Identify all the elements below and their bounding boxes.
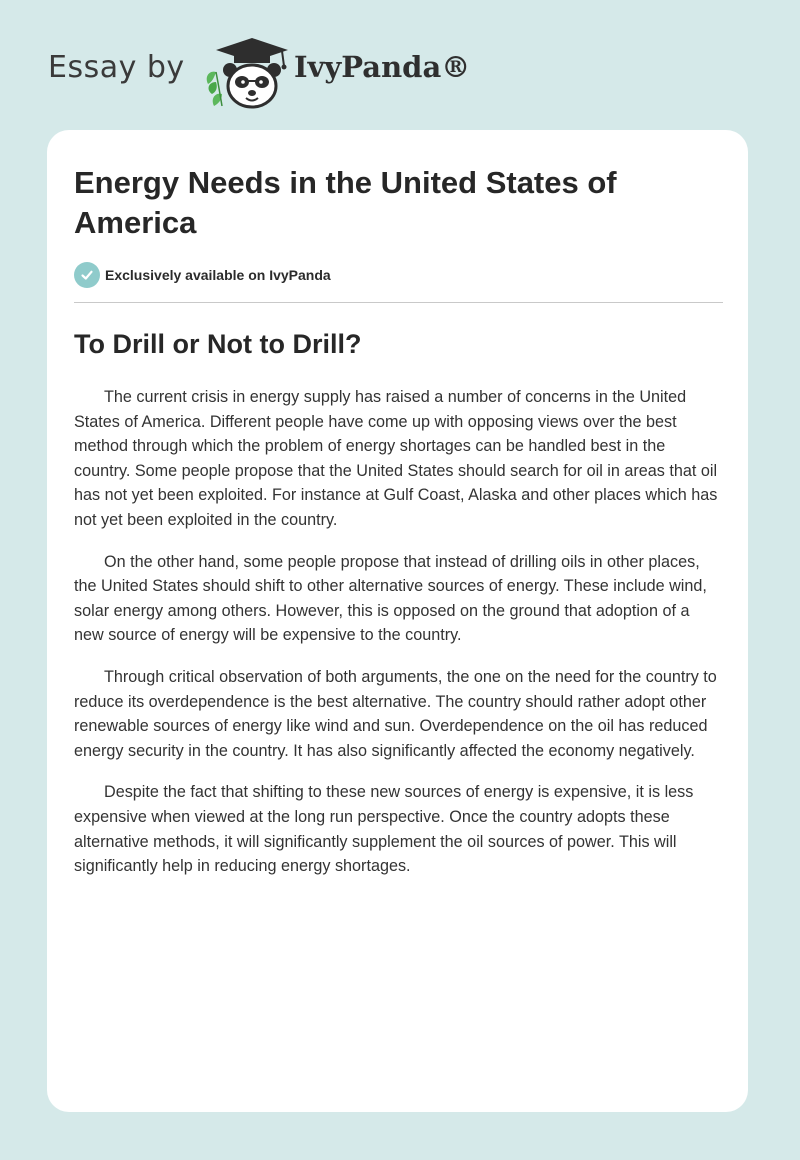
- section-heading: To Drill or Not to Drill?: [74, 329, 362, 359]
- paragraph: Through critical observation of both arguments, the one on the need for the country to reduce its overdependence is the best alternative. The country should rather adopt other renewable sources of energy like wind and sun. Overdependence on the oil has reduced energy security in the country. It has also significantly affected the economy negatively.: [74, 667, 717, 760]
- checkmark-icon: [80, 268, 94, 282]
- essay-title: Energy Needs in the United States of America: [74, 165, 617, 240]
- essay-card: [47, 130, 748, 1112]
- brand-name[interactable]: IvyPanda®: [294, 50, 471, 84]
- paragraph: The current crisis in energy supply has raised a number of concerns in the United States of America. Different people have come up with opposing views over the best method through which the problem of energy shortages can be handled best in the country. Some people propose that the United States should search for oil in areas that oil has not yet been exploited. For instance at Gulf Coast, Alaska and other places which has not yet been exploited in the country.: [74, 388, 718, 529]
- exclusive-label: Exclusively available on IvyPanda: [105, 267, 331, 283]
- paragraph: Despite the fact that shifting to these new sources of energy is expensive, it is less expensive when viewed at the long run perspective. Once the country adopts these alternative methods, it will significantly supplement the oil sources of power. This will significantly help in reducing energy shortages.: [74, 783, 694, 876]
- site-header: [48, 32, 748, 112]
- essay-by-label: Essay by: [48, 50, 185, 85]
- leaf-icon: [207, 72, 222, 106]
- check-circle-icon: [74, 262, 100, 288]
- paragraph: On the other hand, some people propose that instead of drilling oils in other places, the United States should shift to other alternative sources of energy. These include wind, solar energy among others. However, this is opposed on the ground that adoption of a new source of energy will be expensive to the country.: [74, 552, 707, 645]
- essay-body: [74, 385, 723, 896]
- panda-logo-icon[interactable]: [202, 36, 294, 110]
- divider: [74, 302, 723, 303]
- panda-face-icon: [223, 63, 281, 107]
- exclusive-badge: [74, 262, 331, 288]
